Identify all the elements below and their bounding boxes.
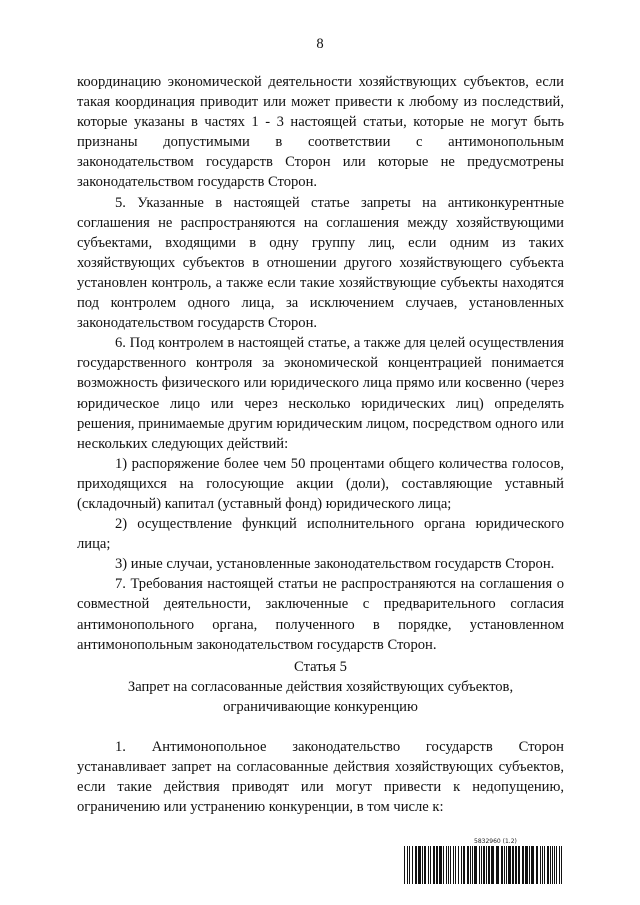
barcode-bar <box>458 846 459 884</box>
paragraph-item-6: 6. Под контролем в настоящей статье, а также для целей осуществления государственного контроля за экономической концентрацией понимается возможность физического или юридического лица прямо или косвенно (через юридическое лицо или через несколько юридических лиц) определять решения, принимаемые другим юридическим лицом, посредством одного или нескольких следующих действий: <box>77 335 564 452</box>
barcode-bar <box>522 846 524 884</box>
barcode-bar <box>479 846 480 884</box>
paragraph-article5-item-1: 1. Антимонопольное законодательство государств Сторон устанавливает запрет на согласованные действия хозяйствующих субъектов, если такие действия приводят или могут привести к недопущению, ограничению или устранению конкуренции, в том числе к: <box>77 739 564 816</box>
barcode-bar <box>504 846 505 884</box>
paragraph-subitem-2: 2) осуществление функций исполнительного органа юридического лица; <box>77 516 564 553</box>
barcode-bar <box>412 846 413 884</box>
barcode-bar <box>436 846 438 884</box>
barcode-bar <box>529 846 530 884</box>
article-title: Статья 5 <box>294 658 347 675</box>
paragraph-item-5: 5. Указанные в настоящей статье запреты на антиконкурентные соглашения не распространяются на соглашения между хозяйствующими субъектами, входящими в одну группу лиц, если одним из таких хозяйствующих субъектов в отношении другого хозяйствующего субъекта установлен контроль, а также если такие хозяйствующие субъекты находятся под контролем одного лица, за исключением случаев, установленных законодательством государств Сторон. <box>77 194 564 332</box>
paragraph-subitem-1: 1) распоряжение более чем 50 процентами общего количества голосов, приходящихся на голосующие акции (доли), составляющие уставный (складочный) капитал (уставный фонд) юридического лица; <box>77 455 564 512</box>
barcode-bar <box>407 846 408 884</box>
barcode-bar <box>542 846 543 884</box>
barcode-bar <box>547 846 549 884</box>
barcode-bar <box>483 846 485 884</box>
barcode-bar <box>433 846 435 884</box>
barcode-bar <box>415 846 417 884</box>
barcode-bar <box>501 846 503 884</box>
barcode-bar <box>536 846 538 884</box>
barcode-bar <box>422 846 423 884</box>
barcode-bar <box>455 846 456 884</box>
barcode-bar <box>472 846 473 884</box>
barcode-bar <box>488 846 490 884</box>
article-heading <box>77 657 564 717</box>
barcode-bar <box>552 846 553 884</box>
barcode-bar <box>418 846 421 884</box>
document-body <box>77 72 564 817</box>
barcode-bar <box>515 846 517 884</box>
barcode-bar <box>467 846 469 884</box>
barcode-bar <box>561 846 562 884</box>
paragraph-continuation: координацию экономической деятельности хозяйствующих субъектов, если такая координация приводит или может привести к любому из последствий, которые указаны в частях 1 - 3 настоящей статьи, которые не могут быть признаны допустимыми в соответствии с антимонопольным законодательством государств Сторон или которые не предусмотрены законодательством государств Сторон. <box>77 74 564 191</box>
barcode-bar <box>446 846 447 884</box>
barcode-stamp <box>404 838 564 888</box>
barcode-bar <box>474 846 477 884</box>
barcode-bar <box>491 846 494 884</box>
barcode-code: 5832960 (1.2) <box>474 838 517 845</box>
barcode-bar <box>428 846 429 884</box>
barcode-icon <box>404 846 564 884</box>
barcode-bar <box>461 846 462 884</box>
barcode-bar <box>404 846 405 884</box>
barcode-bar <box>481 846 482 884</box>
barcode-bar <box>525 846 528 884</box>
barcode-bar <box>424 846 426 884</box>
barcode-bar <box>508 846 511 884</box>
article-subtitle-line-1: Запрет на согласованные действия хозяйствующих субъектов, <box>127 678 514 695</box>
barcode-bar <box>496 846 499 884</box>
barcode-bar <box>450 846 451 884</box>
barcode-bar <box>443 846 444 884</box>
paragraph-item-7: 7. Требования настоящей статьи не распространяются на соглашения о совместной деятельности, заключенные с предварительного согласия антимонопольного органа, полученного в порядке, установленном антимонопольным законодательством государств Сторон. <box>77 576 564 653</box>
barcode-bar <box>430 846 431 884</box>
barcode-bar <box>409 846 410 884</box>
barcode-bar <box>470 846 471 884</box>
barcode-bar <box>453 846 454 884</box>
barcode-bar <box>486 846 487 884</box>
barcode-bar <box>544 846 545 884</box>
barcode-bar <box>540 846 541 884</box>
barcode-bar <box>463 846 465 884</box>
barcode-bar <box>448 846 449 884</box>
article-subtitle-line-2: ограничивающие конкуренцию <box>223 698 418 715</box>
barcode-bar <box>554 846 555 884</box>
barcode-bar <box>559 846 560 884</box>
barcode-bar <box>556 846 557 884</box>
barcode-bar <box>531 846 534 884</box>
barcode-bar <box>506 846 507 884</box>
page-number: 8 <box>316 36 324 52</box>
barcode-bar <box>550 846 551 884</box>
barcode-bar <box>512 846 514 884</box>
spacer <box>77 717 564 737</box>
barcode-bar <box>518 846 520 884</box>
barcode-bar <box>439 846 442 884</box>
paragraph-subitem-3: 3) иные случаи, установленные законодательством государств Сторон. <box>115 556 555 573</box>
